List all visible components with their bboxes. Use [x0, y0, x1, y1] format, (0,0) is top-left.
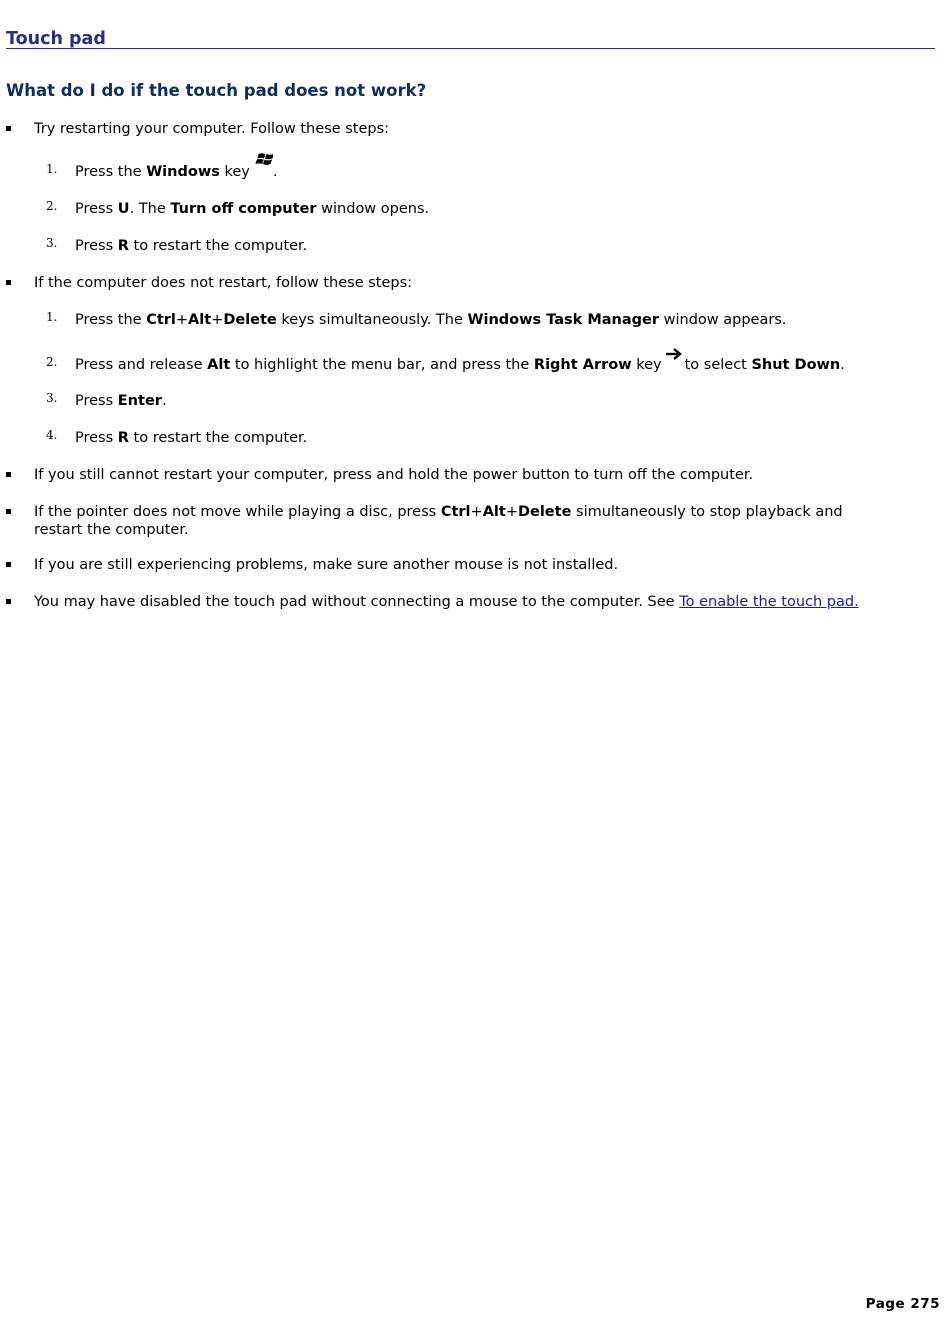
step-number: 3.: [46, 391, 58, 405]
windows-logo-icon: [255, 151, 273, 172]
step-text: Press Enter.: [75, 393, 167, 409]
bullet-marker: [6, 126, 11, 131]
bullet-text: If you are still experiencing problems, make sure another mouse is not installed.: [34, 557, 619, 573]
title-divider: [6, 48, 935, 49]
bullet-marker: [6, 599, 11, 604]
right-arrow-icon: [665, 347, 683, 366]
step-number: 1.: [46, 162, 58, 176]
bullet-text: If the pointer does not move while playing a disc, press Ctrl+Alt+Delete simultaneously to stop playback and restart the computer.: [34, 504, 843, 538]
section-heading: What do I do if the touch pad does not work?: [6, 81, 427, 100]
step-text: Press U. The Turn off computer window opens.: [75, 201, 430, 217]
step-number: 4.: [46, 428, 58, 442]
bullet-marker: [6, 562, 11, 567]
step-number: 2.: [46, 199, 58, 213]
step-number: 3.: [46, 236, 58, 250]
step-text: Press and release Alt to highlight the menu bar, and press the Right Arrow key to select Shut Down.: [75, 356, 845, 375]
bullet-marker: [6, 472, 11, 477]
step-text: Press R to restart the computer.: [75, 238, 308, 254]
step-text: Press the Ctrl+Alt+Delete keys simultaneously. The Windows Task Manager window appears.: [75, 312, 787, 328]
step-text: Press R to restart the computer.: [75, 430, 308, 446]
bullet-text: Try restarting your computer. Follow these steps:: [34, 121, 390, 137]
enable-touchpad-link[interactable]: To enable the touch pad.: [679, 594, 859, 610]
bullet-marker: [6, 280, 11, 285]
step-number: 1.: [46, 310, 58, 324]
page-number: Page 275: [865, 1296, 940, 1312]
step-number: 2.: [46, 355, 58, 369]
step-text: Press the Windows key .: [75, 163, 277, 184]
bullet-text: If the computer does not restart, follow these steps:: [34, 275, 413, 291]
bullet-text: You may have disabled the touch pad without connecting a mouse to the computer. See To enable the touch pad.: [34, 594, 859, 610]
bullet-text: If you still cannot restart your computer, press and hold the power button to turn off the computer.: [34, 467, 754, 483]
bullet-marker: [6, 509, 11, 514]
page-title: Touch pad: [6, 29, 106, 49]
